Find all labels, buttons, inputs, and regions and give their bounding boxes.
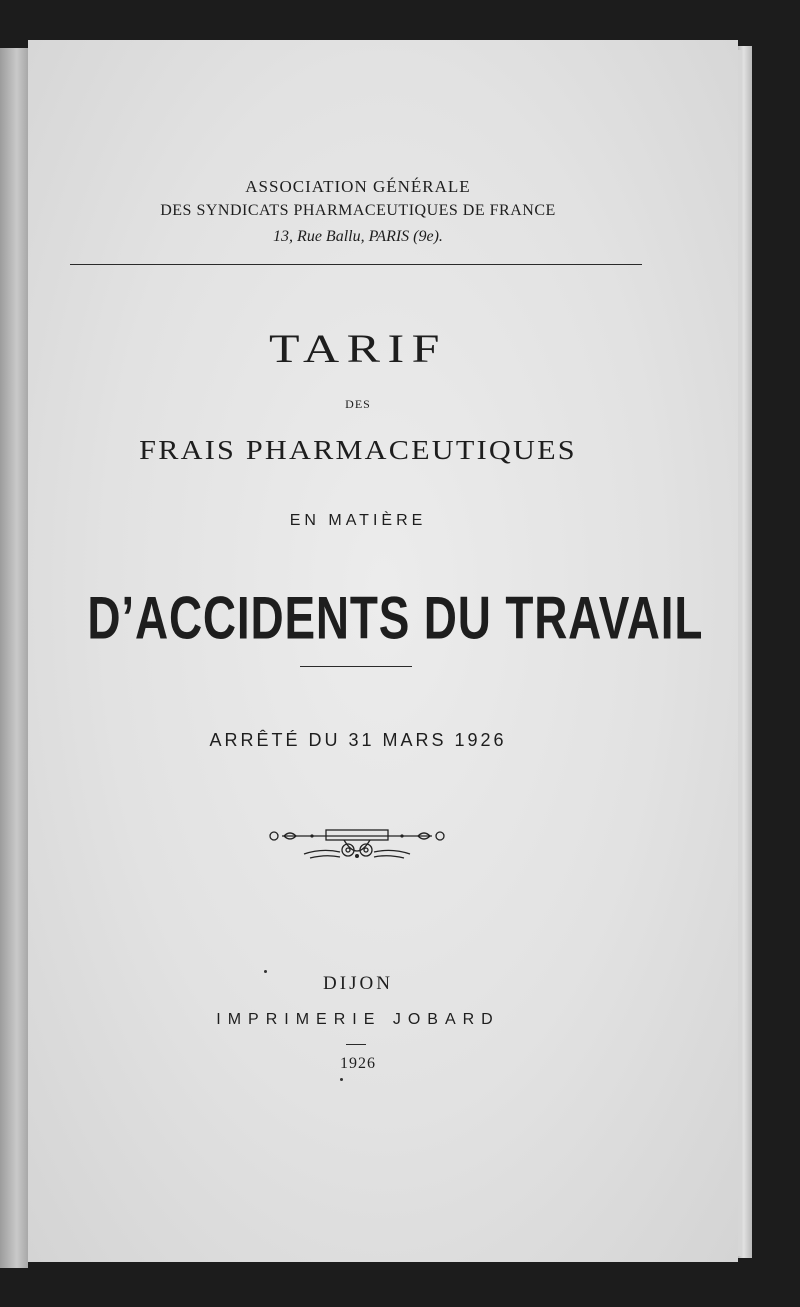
paper-speck bbox=[340, 1078, 343, 1081]
association-subtitle: DES SYNDICATS PHARMACEUTIQUES DE FRANCE bbox=[160, 202, 556, 219]
title-topic: D’ACCIDENTS DU TRAVAIL bbox=[87, 583, 704, 652]
title-connector-2: EN MATIÈRE bbox=[289, 512, 427, 529]
imprint-city: DIJON bbox=[323, 973, 393, 994]
imprint-dash bbox=[346, 1044, 366, 1045]
header-divider bbox=[70, 264, 642, 265]
left-page-edge bbox=[0, 48, 28, 1268]
title-divider bbox=[300, 666, 412, 667]
title-connector: DES bbox=[345, 397, 371, 411]
paper-speck bbox=[264, 970, 267, 973]
association-address: 13, Rue Ballu, PARIS (9e). bbox=[273, 228, 443, 245]
ornament-icon bbox=[264, 826, 450, 866]
title-subject: FRAIS PHARMACEUTIQUES bbox=[139, 435, 577, 465]
imprint-printer: IMPRIMERIE JOBARD bbox=[216, 1011, 500, 1028]
document-title: TARIF bbox=[269, 326, 447, 371]
imprint-year: 1926 bbox=[340, 1055, 376, 1072]
title-page bbox=[28, 40, 738, 1262]
decree-date: ARRÊTÉ DU 31 MARS 1926 bbox=[209, 730, 507, 750]
association-name: ASSOCIATION GÉNÉRALE bbox=[245, 177, 471, 196]
